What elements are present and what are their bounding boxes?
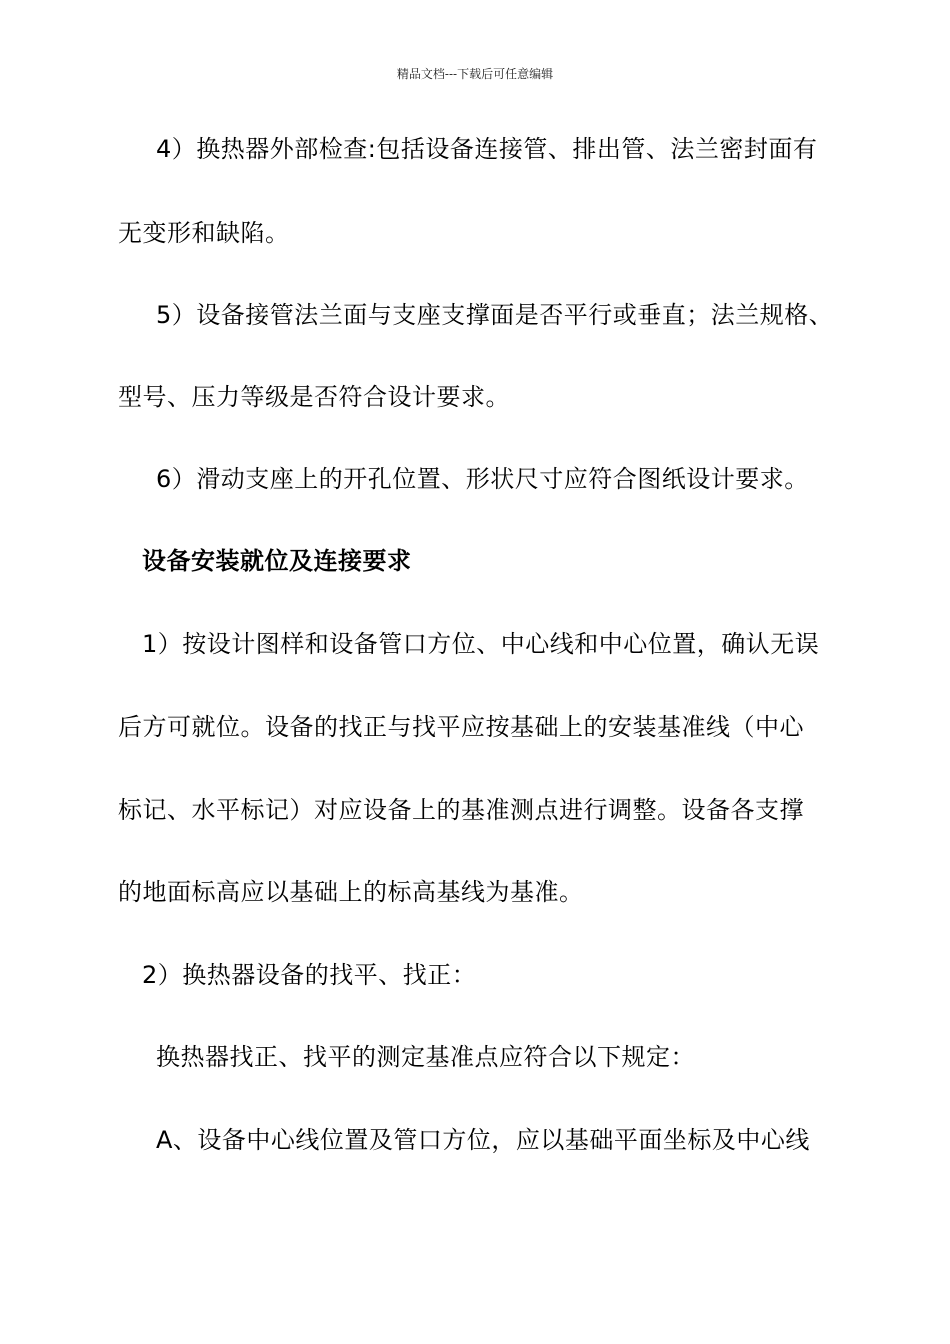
- step-2-intro: 换热器找正、找平的测定基准点应符合以下规定：: [156, 1043, 695, 1071]
- step-1-line-3: 标记、水平标记）对应设备上的基准测点进行调整。设备各支撑: [118, 796, 804, 824]
- item-6-line-1: 6）滑动支座上的开孔位置、形状尺寸应符合图纸设计要求。: [156, 465, 809, 493]
- item-4-line-1: 4）换热器外部检查:包括设备连接管、排出管、法兰密封面有: [156, 135, 818, 163]
- step-1-line-1: 1）按设计图样和设备管口方位、中心线和中心位置，确认无误: [142, 630, 820, 658]
- step-1-line-2: 后方可就位。设备的找正与找平应按基础上的安装基准线（中心: [118, 713, 804, 741]
- item-4-line-2: 无变形和缺陷。: [118, 219, 290, 247]
- section-heading: 设备安装就位及连接要求: [142, 547, 412, 575]
- item-5-line-2: 型号、压力等级是否符合设计要求。: [118, 383, 510, 411]
- page-header: 精品文档---下载后可任意编辑: [396, 67, 554, 81]
- step-2-line-1: 2）换热器设备的找平、找正：: [142, 961, 477, 989]
- step-1-line-4: 的地面标高应以基础上的标高基线为基准。: [118, 878, 584, 906]
- step-a-line-1: A、设备中心线位置及管口方位，应以基础平面坐标及中心线: [156, 1126, 810, 1154]
- item-5-line-1: 5）设备接管法兰面与支座支撑面是否平行或垂直；法兰规格、: [156, 301, 834, 329]
